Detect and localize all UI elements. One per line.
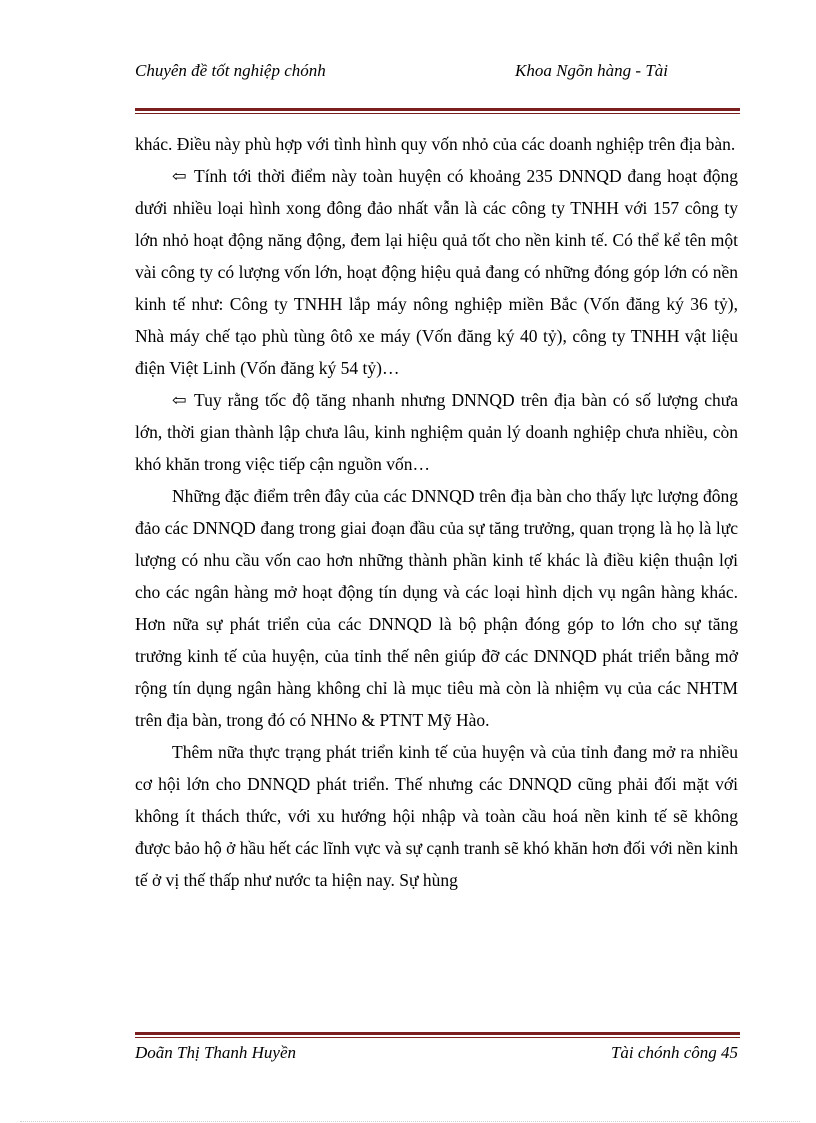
footer-class: Tài chónh công 45: [610, 1043, 738, 1062]
page-header: [135, 58, 740, 104]
paragraph-bullet-1: [135, 160, 738, 384]
paragraph-bullet-2: [135, 384, 738, 480]
page-footer: [135, 1040, 740, 1068]
paragraph-text: Tính tới thời điểm này toàn huyện có khoảng 235 DNNQD đang hoạt động dưới nhiều loại hình xong đông đảo nhất vẫn là các công ty TNHH với 157 công ty lớn nhỏ hoạt động năng động, đem lại hiệu quả tốt cho nền kinh tế. Có thể kể tên một vài công ty có lượng vốn lớn, hoạt động hiệu quả đang có những đóng góp lớn có nền kinh tế như: Công ty TNHH lắp máy nông nghiệp miền Bắc (Vốn đăng ký 36 tỷ), Nhà máy chế tạo phù tùng ôtô xe máy (Vốn đăng ký 40 tỷ), công ty TNHH vật liệu điện Việt Linh (Vốn đăng ký 54 tỷ)…: [135, 166, 738, 378]
document-body: [135, 128, 738, 896]
arrow-left-icon: ⇦: [172, 166, 187, 186]
header-left-title: Chuyên đề tốt nghiệp chónh: [135, 61, 326, 80]
page-edge-divider: [20, 1121, 800, 1122]
paragraph: Thêm nữa thực trạng phát triển kinh tế của huyện và của tỉnh đang mở ra nhiều cơ hội lớn cho DNNQD phát triển. Thế nhưng các DNNQD cũng phải đối mặt với không ít thách thức, với xu hướng hội nhập và toàn cầu hoá nền kinh tế sẽ không được bảo hộ ở hầu hết các lĩnh vực và sự cạnh tranh sẽ khó khăn hơn đối với nền kinh tế ở vị thế thấp như nước ta hiện nay. Sự hùng: [135, 742, 738, 890]
paragraph-continuation: khác. Điều này phù hợp với tình hình quy vốn nhỏ của các doanh nghiệp trên địa bàn.: [135, 134, 736, 154]
paragraph-text: Tuy rằng tốc độ tăng nhanh nhưng DNNQD trên địa bàn có số lượng chưa lớn, thời gian thành lập chưa lâu, kinh nghiệm quản lý doanh nghiệp chưa nhiều, còn khó khăn trong việc tiếp cận nguồn vốn…: [135, 390, 738, 474]
header-right-title: Khoa Ngõn hàng - Tài: [515, 61, 669, 80]
footer-author: Doãn Thị Thanh Huyền: [135, 1043, 297, 1062]
arrow-left-icon: ⇦: [172, 390, 187, 410]
footer-rule: [135, 1032, 740, 1038]
header-rule: [135, 108, 740, 114]
paragraph: Những đặc điểm trên đây của các DNNQD trên địa bàn cho thấy lực lượng đông đảo các DNNQD đang trong giai đoạn đầu của sự tăng trưởng, quan trọng là họ là lực lượng có nhu cầu vốn cao hơn những thành phần kinh tế khác là điều kiện thuận lợi cho các ngân hàng mở hoạt động tín dụng và các loại hình dịch vụ ngân hàng khác. Hơn nữa sự phát triển của các DNNQD là bộ phận đóng góp to lớn cho sự tăng trưởng kinh tế của huyện, của tỉnh thế nên giúp đỡ các DNNQD phát triển bằng mở rộng tín dụng ngân hàng không chỉ là mục tiêu mà còn là nhiệm vụ của các NHTM trên địa bàn, trong đó có NHNo & PTNT Mỹ Hào.: [135, 486, 738, 730]
